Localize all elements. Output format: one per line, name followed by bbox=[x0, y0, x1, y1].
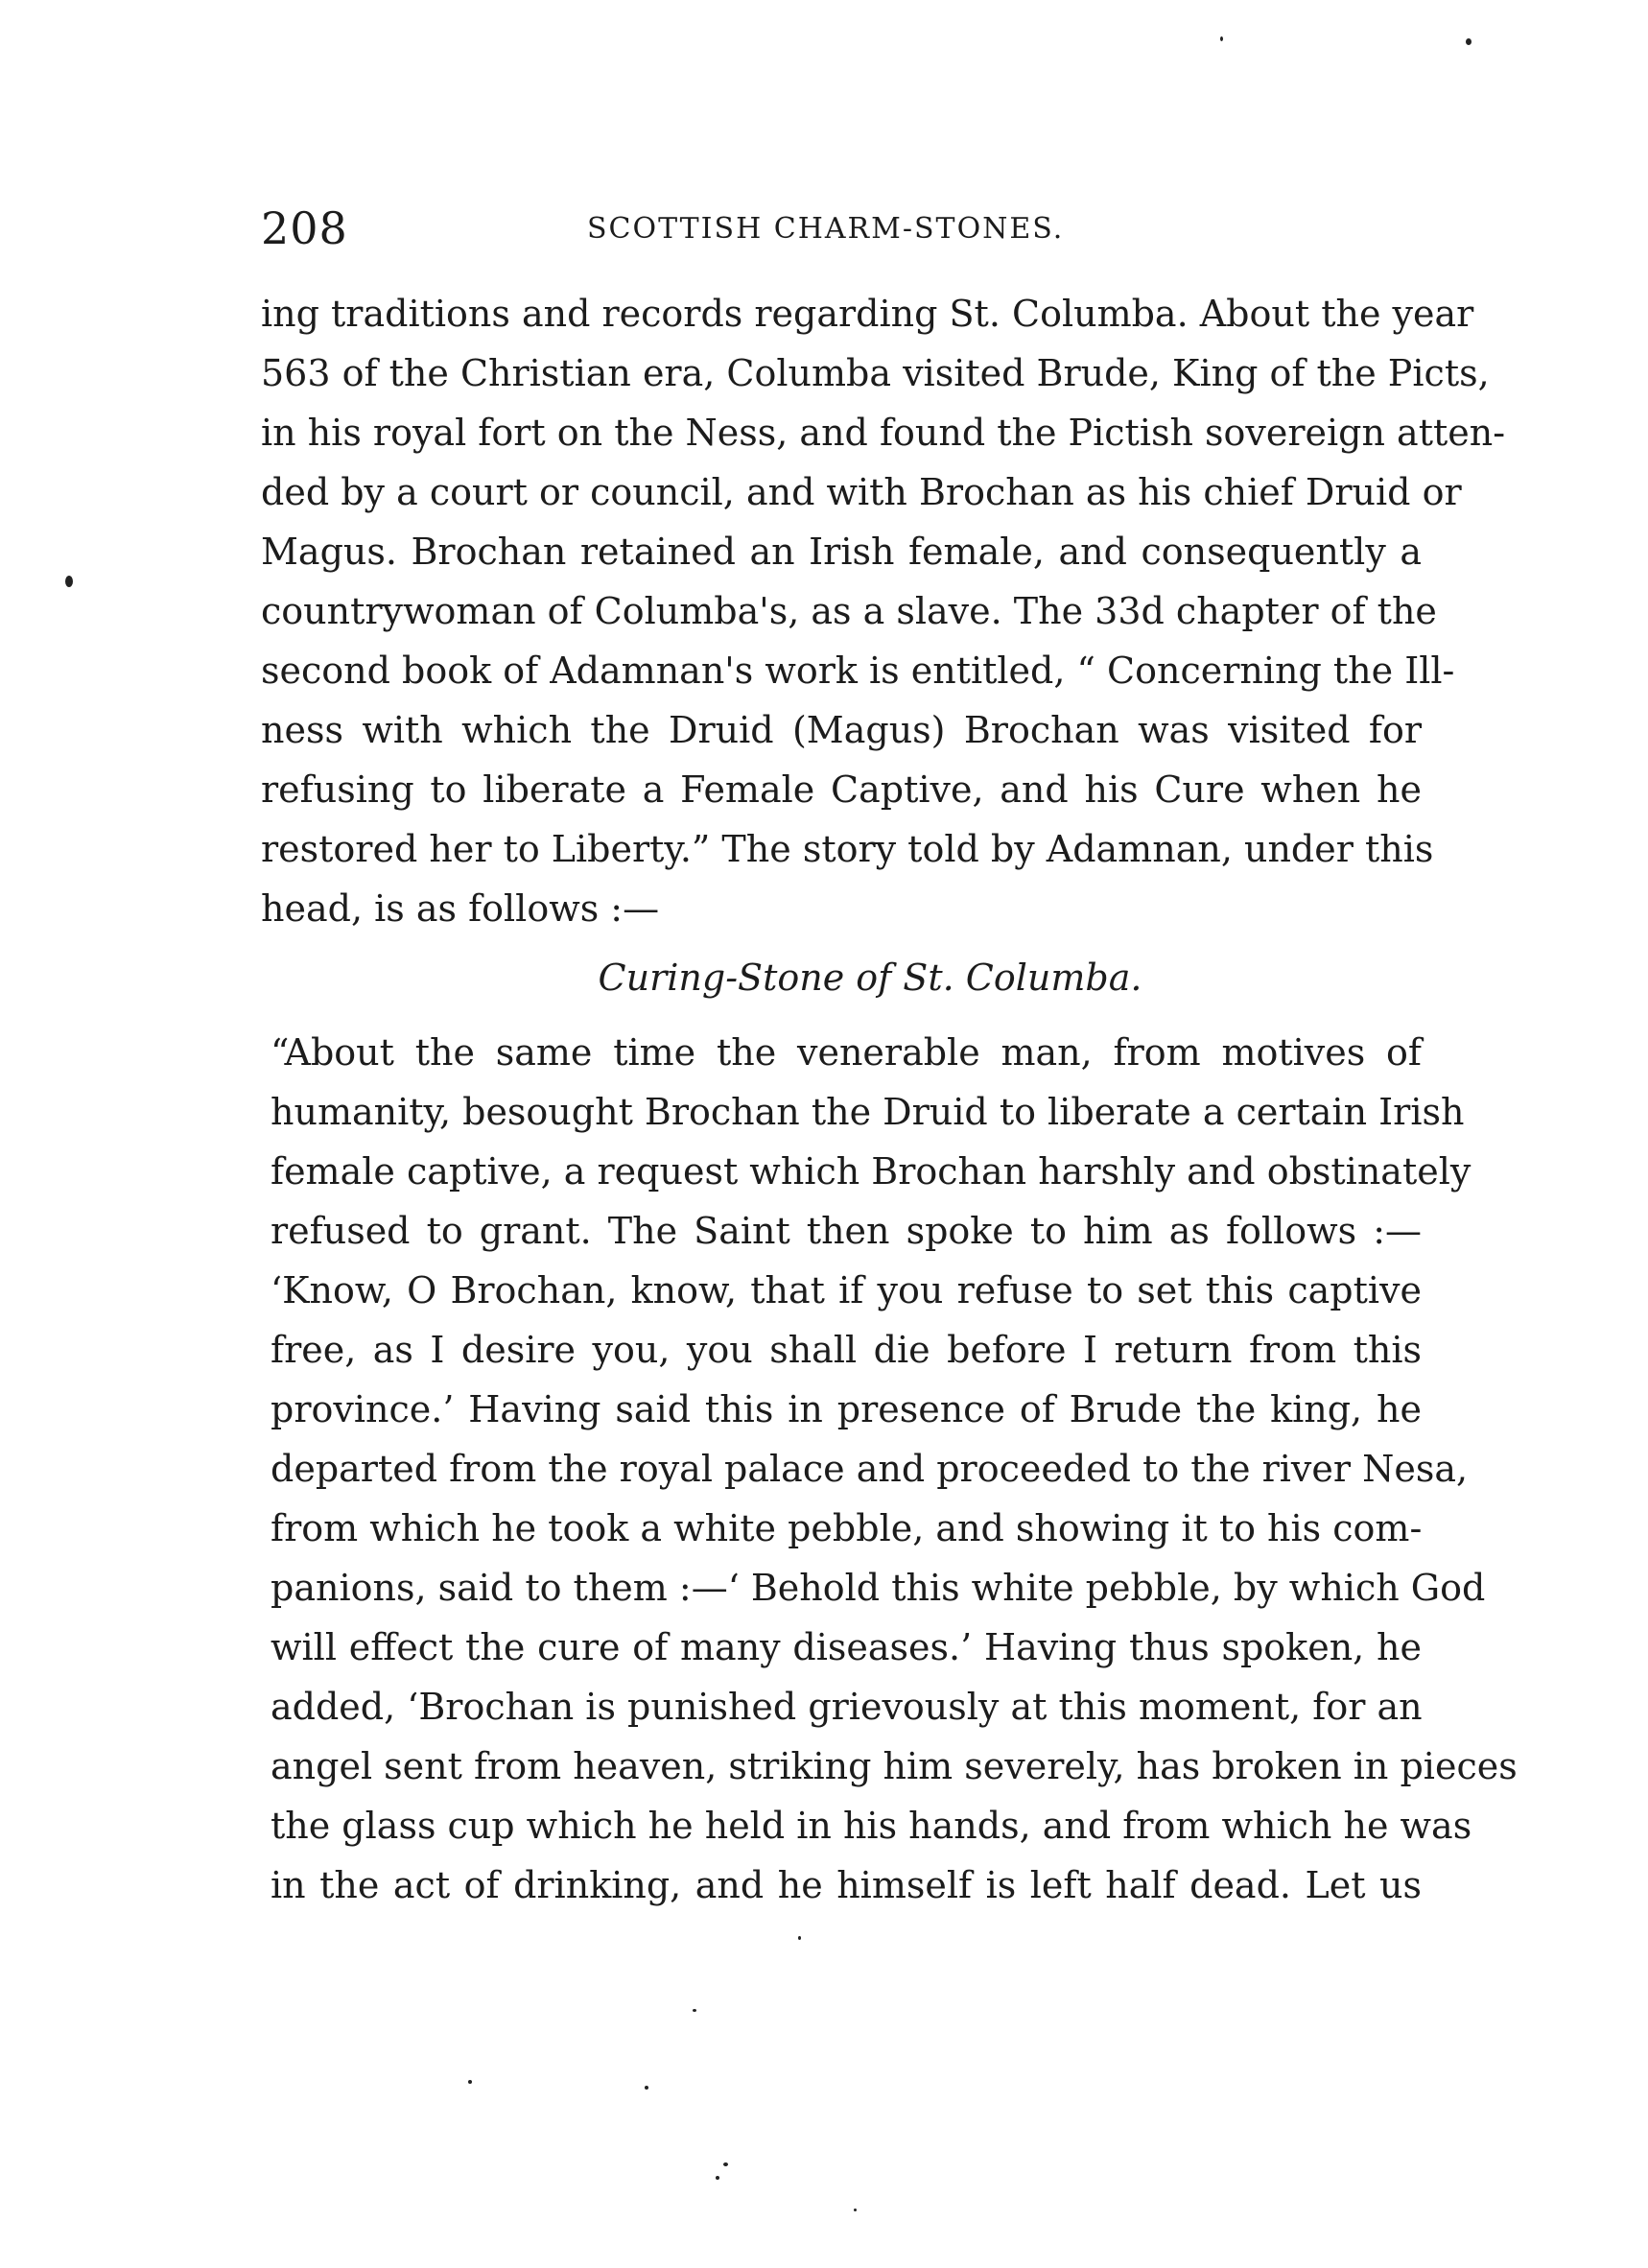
text-line: countrywoman of Columba's, as a slave. The 33d chapter of the bbox=[261, 590, 1437, 632]
text-line: province.’ Having said this in presence of Brude the king, he bbox=[271, 1388, 1422, 1430]
text-line: in the act of drinking, and he himself is left half dead. Let us bbox=[271, 1864, 1422, 1906]
text-line: restored her to Liberty.” The story told by Adamnan, under this bbox=[261, 828, 1434, 870]
scan-speck bbox=[645, 2086, 648, 2090]
scan-speck bbox=[798, 1936, 801, 1940]
text-line: the glass cup which he held in his hands, and from which he was bbox=[271, 1805, 1472, 1847]
scan-speck bbox=[716, 2176, 719, 2180]
text-line: panions, said to them :—‘ Behold this white pebble, by which God bbox=[271, 1567, 1486, 1609]
text-line: ness with which the Druid (Magus) Brochan was visited for bbox=[261, 709, 1422, 751]
text-line: angel sent from heaven, striking him severely, has broken in pieces bbox=[271, 1745, 1518, 1787]
text-line: free, as I desire you, you shall die before I return from this bbox=[271, 1329, 1422, 1371]
text-line: 563 of the Christian era, Columba visited Brude, King of the Picts, bbox=[261, 352, 1490, 394]
text-line: in his royal fort on the Ness, and found the Pictish sovereign atten- bbox=[261, 412, 1506, 454]
page-number: 208 bbox=[261, 202, 348, 254]
scan-speck bbox=[693, 2009, 696, 2012]
text-line: departed from the royal palace and proceeded to the river Nesa, bbox=[271, 1448, 1469, 1490]
text-line: “About the same time the venerable man, from motives of bbox=[271, 1031, 1422, 1074]
scan-speck bbox=[854, 2209, 857, 2211]
text-line: head, is as follows :— bbox=[261, 887, 660, 930]
text-line: added, ‘Brochan is punished grievously at this moment, for an bbox=[271, 1686, 1423, 1728]
text-line: refusing to liberate a Female Captive, and his Cure when he bbox=[261, 768, 1422, 811]
text-line: from which he took a white pebble, and showing it to his com- bbox=[271, 1507, 1423, 1549]
running-title: SCOTTISH CHARM-STONES. bbox=[587, 212, 1065, 246]
section-heading: Curing-Stone of St. Columba. bbox=[598, 957, 1142, 999]
text-line: ded by a court or council, and with Brochan as his chief Druid or bbox=[261, 471, 1462, 513]
text-line: Magus. Brochan retained an Irish female, and consequently a bbox=[261, 531, 1422, 573]
text-line: refused to grant. The Saint then spoke to him as follows :— bbox=[271, 1210, 1422, 1252]
scan-speck bbox=[1466, 38, 1471, 45]
text-line: humanity, besought Brochan the Druid to liberate a certain Irish bbox=[271, 1091, 1465, 1133]
page-header bbox=[261, 200, 1422, 257]
text-line: female captive, a request which Brochan harshly and obstinately bbox=[271, 1150, 1471, 1193]
scan-speck bbox=[65, 576, 73, 587]
text-line: ing traditions and records regarding St. Columba. About the year bbox=[261, 293, 1474, 335]
scan-speck bbox=[723, 2162, 728, 2166]
text-line: will effect the cure of many diseases.’ Having thus spoken, he bbox=[271, 1626, 1422, 1668]
text-line: second book of Adamnan's work is entitled, “ Concerning the Ill- bbox=[261, 650, 1455, 692]
text-line: ‘Know, O Brochan, know, that if you refuse to set this captive bbox=[271, 1269, 1422, 1311]
scan-speck bbox=[468, 2080, 472, 2084]
scan-speck bbox=[1220, 36, 1223, 41]
